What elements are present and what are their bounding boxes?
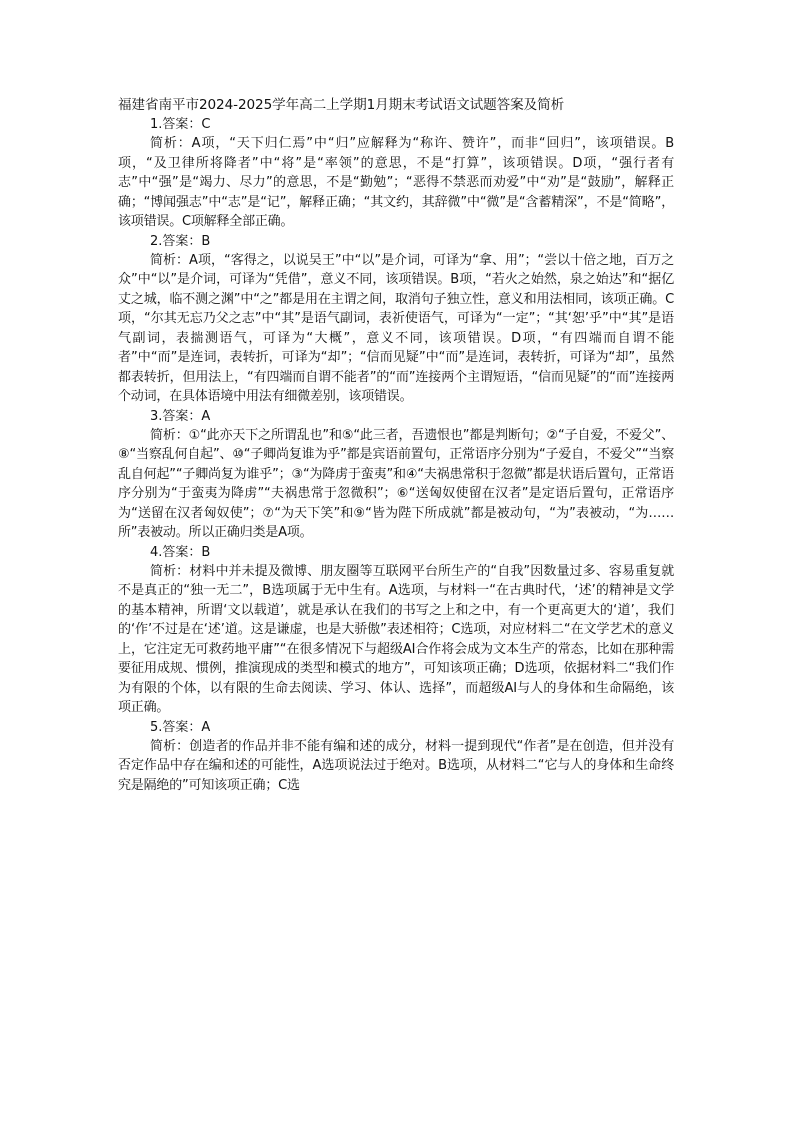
answer-line: 4.答案：B [150, 544, 211, 560]
question-5 [118, 718, 674, 796]
answer-line: 3.答案：A [150, 408, 211, 424]
analysis-paragraph: 简析：A项，“天下归仁焉”中“归”应解释为“称许、赞许”，而非“回归”，该项错误。B项，“及卫律所将降者”中“将”是“率领”的意思，不是“打算”，该项错误。D项，“强行者有志”中“强”是“竭力、尽力”的意思，不是“勤勉”；“恶得不禁恶而劝爱”中“劝”是“鼓励”，解释正确；“博闻强志”中“志”是“记”，解释正确；“其文约，其辞微”中“微”是“含蓄精深”，不是“简略”，该项错误。C项解释全部正确。 [118, 136, 674, 229]
document-page [118, 96, 674, 795]
document-title: 福建省南平市2024-2025学年高二上学期1月期末考试语文试题答案及简析 [118, 97, 565, 113]
analysis-paragraph: 简析：创造者的作品并非不能有编和述的成分，材料一提到现代“作者”是在创造，但并没有否定作品中存在编和述的可能性，A选项说法过于绝对。B选项，从材料二“它与人的身体和生命终究是隔绝的”可知该项正确；C选 [118, 738, 674, 793]
analysis-paragraph: 简析：A项，“客得之，以说吴王”中“以”是介词，可译为“拿、用”；“尝以十倍之地，百万之众”中“以”是介词，可译为“凭借”，意义不同，该项错误。B项，“若火之始然，泉之始达”和“据亿丈之城，临不测之渊”中“之”都是用在主谓之间，取消句子独立性，意义和用法相同，该项正确。C项，“尔其无忘乃父之志”中“其”是语气副词，表祈使语气，可译为“一定”；“其‘恕’乎”中“其”是语气副词，表揣测语气，可译为“大概”，意义不同，该项错误。D项，“有四端而自谓不能者”中“而”是连词，表转折，可译为“却”；“信而见疑”中“而”是连词，表转折，可译为“却”，虽然都表转折，但用法上，“有四端而自谓不能者”的“而”连接两个主谓短语，“信而见疑”的“而”连接两个动词，在具体语境中用法有细微差别，该项错误。 [118, 252, 674, 404]
answer-line: 2.答案：B [150, 233, 211, 249]
analysis-paragraph: 简析：①“此亦天下之所谓乱也”和⑤“此三者，吾遗恨也”都是判断句；②“子自爱，不爱父”、⑧“当察乱何自起”、⑩“子卿尚复谁为乎”都是宾语前置句，正常语序分别为“子爱自，不爱父”“当察乱自何起”“子卿尚复为谁乎”；③“为降虏于蛮夷”和④“夫祸患常积于忽微”都是状语后置句，正常语序分别为“于蛮夷为降虏”“夫祸患常于忽微积”；⑥“送匈奴使留在汉者”是定语后置句，正常语序为“送留在汉者匈奴使”；⑦“为天下笑”和⑨“皆为陛下所成就”都是被动句，“为”表被动，“为……所”表被动。所以正确归类是A项。 [118, 427, 674, 540]
analysis-paragraph: 简析：材料中并未提及微博、朋友圈等互联网平台所生产的“自我”因数量过多、容易重复就不是真正的“独一无二”，B选项属于无中生有。A选项，与材料一“在古典时代，‘述’的精神是文学的基本精神，所谓‘文以载道’，就是承认在我们的书写之上和之中，有一个更高更大的‘道’，我们的‘作’不过是在‘述’道。这是谦虚，也是大骄傲”表述相符；C选项，对应材料二“在文学艺术的意义上，它注定无可救药地平庸”“在很多情况下与超级AI合作将会成为文本生产的常态，比如在那种需要征用成规、惯例，推演现成的类型和模式的地方”，可知该项正确；D选项，依据材料二“我们作为有限的个体，以有限的生命去阅读、学习、体认、选择”，而超级AI与人的身体和生命隔绝，该项正确。 [118, 563, 674, 715]
answer-line: 1.答案：C [150, 117, 211, 132]
question-3 [118, 407, 674, 543]
question-2 [118, 232, 674, 407]
question-4 [118, 543, 674, 718]
answer-line: 5.答案：A [150, 719, 211, 735]
question-1 [118, 115, 674, 232]
